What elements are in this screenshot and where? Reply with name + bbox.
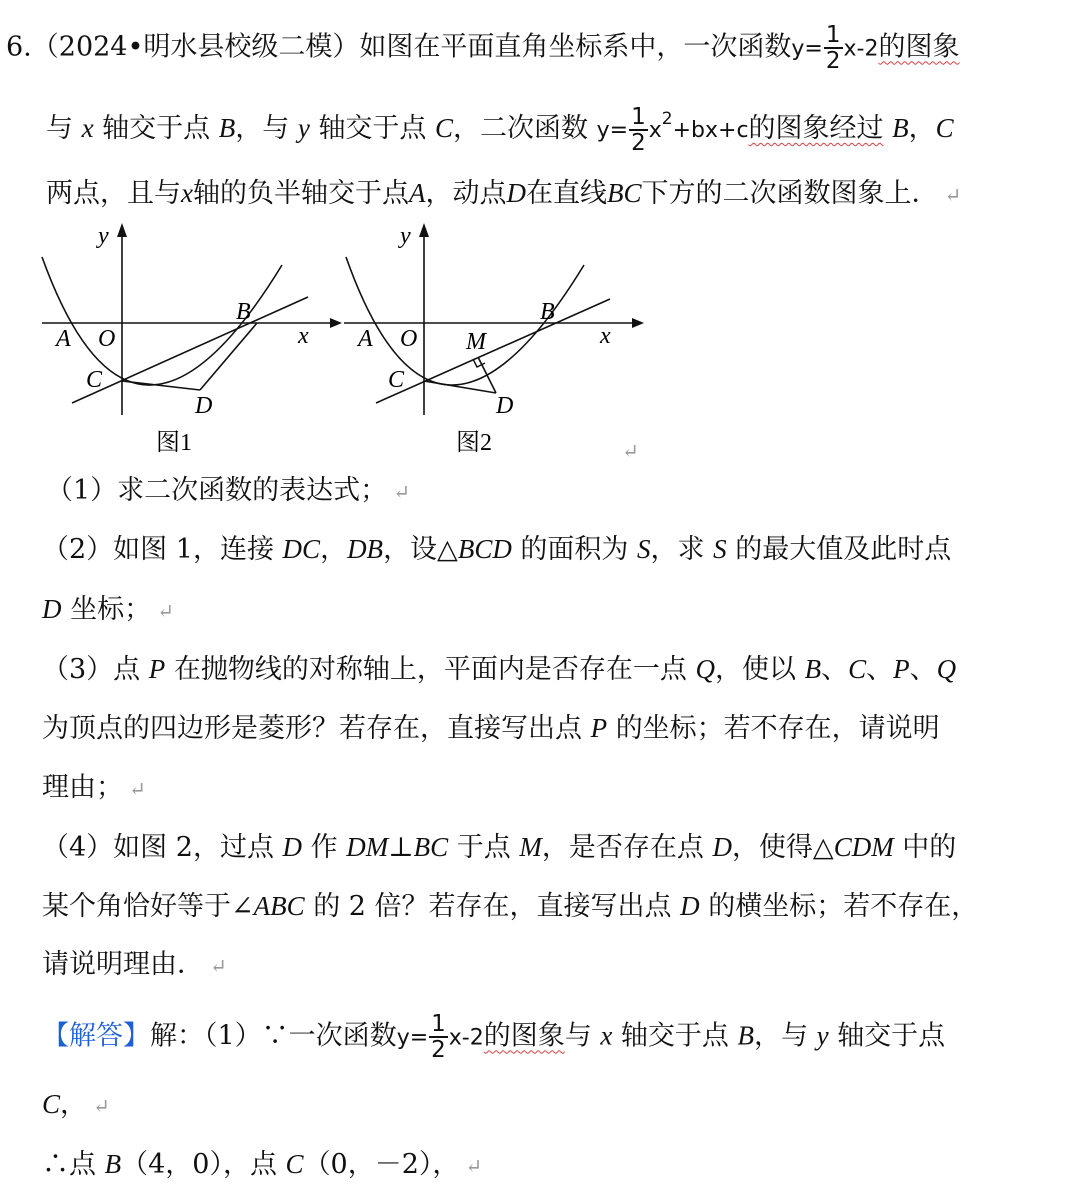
- label-b: B: [540, 299, 555, 325]
- figure-1: [42, 223, 342, 456]
- part-4-line-3: 请说明理由． ↵: [42, 949, 227, 980]
- label-x: x: [600, 323, 611, 349]
- label-y: y: [400, 223, 411, 249]
- part-2-line-2: D 坐标； ↵: [42, 594, 174, 625]
- figure-1-caption: 图1: [156, 430, 192, 456]
- part-3-line-2: 为顶点的四边形是菱形？若存在，直接写出点 P 的坐标；若不存在，请说明: [42, 713, 940, 744]
- label-x: x: [298, 323, 309, 349]
- y-axis-arrow-icon: [117, 223, 127, 237]
- label-c: C: [86, 367, 103, 393]
- part-4-line-2: 某个角恰好等于∠ABC 的 2 倍？若存在，直接写出点 D 的横坐标；若不存在，: [42, 891, 979, 922]
- answer-line-2: C， ↵: [42, 1089, 110, 1120]
- fraction-one-half: $\frac{1}{2}$: [631, 103, 646, 156]
- part-2-line-1: （2）如图 1，连接 DC，DB，设△BCD 的面积为 S，求 S 的最大值及此时点: [42, 534, 952, 565]
- question-line-3: 两点，且与x轴的负半轴交于点A，动点D在直线BC下方的二次函数图象上． ↵: [46, 178, 962, 209]
- part-4-line-1: （4）如图 2，过点 D 作 DM⊥BC 于点 M，是否存在点 D，使得△CDM 中的: [42, 832, 957, 863]
- question-line-2: 与 x 轴交于点 B，与 y 轴交于点 C，二次函数 y= $\frac{1}{2}$ $x^2+bx+c$的图象经过 B，C: [46, 103, 954, 156]
- label-o: O: [400, 326, 418, 352]
- figure-2-caption: 图2: [456, 430, 492, 456]
- fraction-one-half: $\frac{1}{2}$: [825, 22, 841, 74]
- segment-cd: [122, 381, 200, 390]
- label-d: D: [496, 393, 514, 419]
- label-y: y: [98, 223, 109, 249]
- x-axis-arrow-icon: [632, 318, 644, 328]
- segment-cd: [424, 381, 496, 393]
- part-1: （1）求二次函数的表达式； ↵: [46, 475, 410, 506]
- y-axis-arrow-icon: [419, 223, 429, 237]
- answer-tag: 【解答】: [42, 1020, 150, 1052]
- figures: [30, 215, 650, 465]
- fraction-one-half: $\frac{1}{2}$: [431, 1011, 446, 1063]
- part-3-line-3: 理由； ↵: [42, 772, 146, 803]
- label-a: A: [358, 326, 373, 352]
- x-axis-arrow-icon: [330, 318, 342, 328]
- label-m: M: [466, 329, 486, 355]
- part-3-line-1: （3）点 P 在抛物线的对称轴上，平面内是否存在一点 Q，使以 B、C、P、Q: [42, 654, 957, 685]
- label-d: D: [195, 393, 213, 419]
- label-o: O: [98, 326, 116, 352]
- answer-line-3: ∴点 B（4，0），点 C（0，－2）， ↵: [42, 1149, 483, 1180]
- question-line-1: 6.（2024•明水县校级二模）如图在平面直角坐标系中，一次函数y= $\frac{1}{2}$ x-2的图象: [6, 22, 960, 74]
- label-a: A: [56, 326, 71, 352]
- label-c: C: [388, 367, 405, 393]
- return-mark: ↵: [622, 439, 639, 463]
- segment-dm: [478, 357, 496, 393]
- label-b: B: [236, 299, 251, 325]
- answer-line-1: 【解答】解：（1）∵一次函数y= $\frac{1}{2}$ x-2的图象与 x 轴交于点 B，与 y 轴交于点: [42, 1011, 946, 1063]
- figure-2: [344, 223, 644, 456]
